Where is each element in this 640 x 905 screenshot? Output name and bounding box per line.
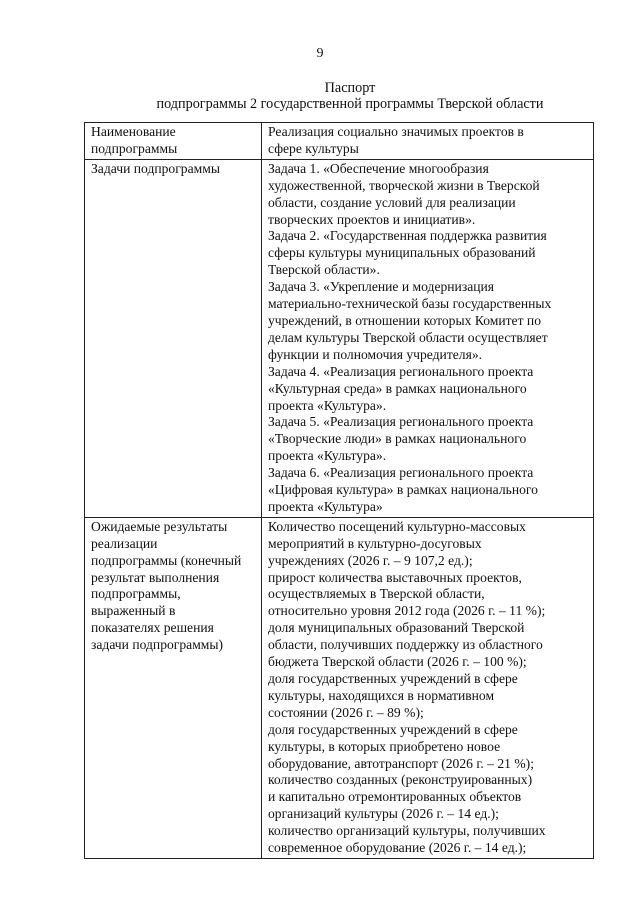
content-line: области, создание условий для реализации [268, 194, 516, 210]
label-line: выраженный в [91, 603, 176, 619]
content-line: Задача 1. «Обеспечение многообразия [268, 160, 489, 176]
content-line: сфере культуры [268, 140, 359, 156]
content-line: Тверской области». [268, 262, 380, 278]
label-line: подпрограммы [91, 140, 178, 156]
content-line: состоянии (2026 г. – 89 %); [268, 704, 424, 720]
row-subprogram-name [85, 123, 594, 160]
row-content-cell [262, 123, 594, 160]
content-line: «Культурная среда» в рамках национального [268, 380, 527, 396]
page-number: 9 [316, 46, 324, 61]
content-line: культуры, в которых приобретено новое [268, 738, 501, 754]
content-line: оборудование, автотранспорт (2026 г. – 21 %); [268, 755, 534, 771]
content-line: культуры, находящихся в нормативном [268, 687, 495, 703]
document-title-block [60, 80, 640, 112]
label-line: задачи подпрограммы) [91, 637, 224, 653]
content-line: мероприятий в культурно-досуговых [268, 535, 482, 551]
content-line: Задача 2. «Государственная поддержка развития [268, 228, 547, 244]
document-title: Паспорт [324, 80, 376, 96]
content-line: количество созданных (реконструированных) [268, 772, 533, 788]
row-label-cell [85, 123, 262, 160]
label-line: реализации [91, 535, 158, 551]
content-line: учреждений, в отношении которых Комитет по [268, 312, 542, 328]
content-line: Задача 3. «Укрепление и модернизация [268, 279, 495, 295]
content-line: материально-технической базы государственных [268, 296, 552, 312]
label-line: Ожидаемые результаты [91, 518, 228, 534]
content-line: творческих проектов и инициатив». [268, 211, 476, 227]
label-line: показателях решения [91, 620, 214, 636]
label-line: Наименование [91, 124, 176, 139]
content-line: проекта «Культура». [268, 397, 387, 413]
content-line: функции и полномочия учредителя». [268, 346, 483, 362]
row-content-cell [262, 517, 594, 858]
content-line: современное оборудование (2026 г. – 14 ед.); [268, 840, 527, 856]
row-expected-results [85, 517, 594, 858]
label-line: подпрограммы, [91, 586, 181, 602]
content-line: учреждениях (2026 г. – 9 107,2 ед.); [268, 552, 473, 568]
passport-table-body [85, 123, 594, 859]
content-line: доля государственных учреждений в сфере [268, 721, 518, 737]
content-line: проекта «Культура» [268, 498, 383, 514]
label-line: результат выполнения [91, 569, 220, 585]
content-line: Задача 5. «Реализация регионального проекта [268, 414, 534, 430]
content-line: доля муниципальных образований Тверской [268, 620, 525, 636]
content-line: художественной, творческой жизни в Тверской [268, 177, 540, 193]
document-subtitle: подпрограммы 2 государственной программы Тверской области [156, 96, 544, 112]
content-line: количество организаций культуры, получивших [268, 823, 546, 839]
content-line: проекта «Культура». [268, 448, 387, 464]
content-line: области, получивших поддержку из областного [268, 637, 543, 653]
content-line: прирост количества выставочных проектов, [268, 569, 522, 585]
content-line: бюджета Тверской области (2026 г. – 100 %); [268, 654, 527, 670]
content-line: доля государственных учреждений в сфере [268, 671, 518, 686]
row-content-cell [262, 159, 594, 517]
content-line: осуществляемых в Тверской области, [268, 586, 485, 602]
content-line: Реализация социально значимых проектов в [268, 124, 524, 139]
content-line: «Цифровая культура» в рамках национального [268, 482, 538, 498]
passport-table [84, 122, 594, 859]
content-line: «Творческие люди» в рамках национального [268, 431, 527, 447]
content-line: Количество посещений культурно-массовых [268, 518, 526, 534]
row-subprogram-tasks [85, 159, 594, 517]
label-line: подпрограммы (конечный [91, 552, 242, 568]
content-line: делам культуры Тверской области осуществляет [268, 329, 548, 345]
content-line: Задача 4. «Реализация регионального проекта [268, 363, 534, 379]
row-label-cell [85, 159, 262, 517]
content-line: Задача 6. «Реализация регионального проекта [268, 465, 534, 481]
row-label-cell [85, 517, 262, 858]
content-line: относительно уровня 2012 года (2026 г. – 11 %); [268, 603, 546, 619]
content-line: организаций культуры (2026 г. – 14 ед.); [268, 806, 499, 822]
label-line: Задачи подпрограммы [91, 160, 220, 176]
content-line: и капитально отремонтированных объектов [268, 789, 522, 805]
content-line: сферы культуры муниципальных образований [268, 245, 536, 261]
